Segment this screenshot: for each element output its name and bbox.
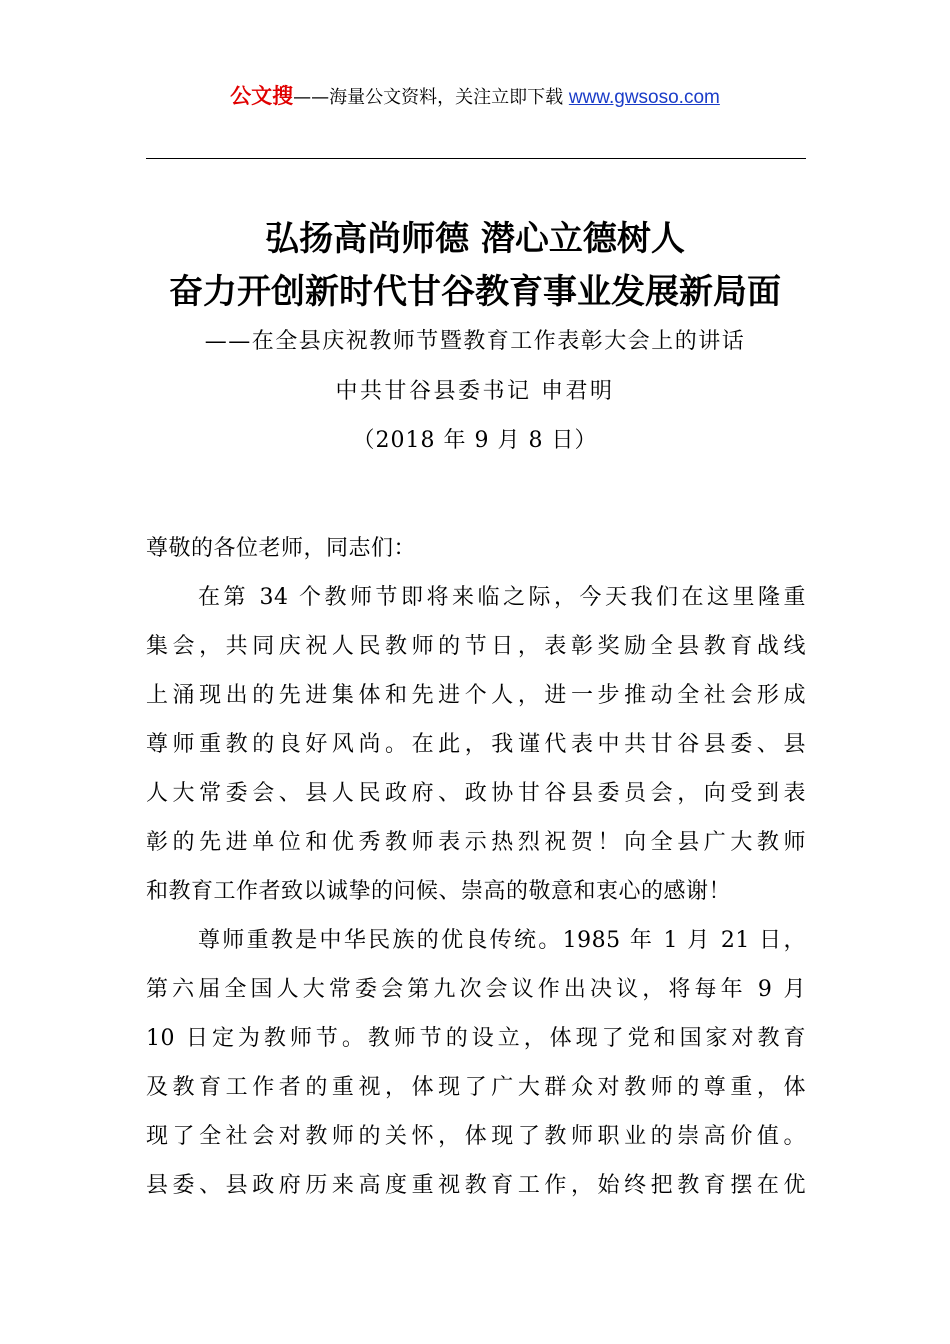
body-line: 集会，共同庆祝人民教师的节日，表彰奖励全县教育战线 [146, 634, 806, 659]
speech-date: （2018 年 9 月 8 日） [352, 428, 598, 453]
salutation: 尊敬的各位老师，同志们： [146, 536, 417, 561]
body-line: 第六届全国人大常委会第九次会议作出决议，将每年 9 月 [146, 977, 806, 1002]
body-line: 及教育工作者的重视，体现了广大群众对教师的尊重，体 [146, 1075, 806, 1100]
body-line: 尊师重教是中华民族的优良传统。1985 年 1 月 21 日， [198, 928, 806, 953]
header-divider [146, 158, 806, 159]
website-link[interactable]: www.gwsoso.com [568, 87, 720, 108]
speech-body [146, 524, 806, 1210]
body-line: 上涌现出的先进集体和先进个人，进一步推动全社会形成 [146, 683, 806, 708]
brand-name: 公文搜 [230, 84, 294, 108]
body-line: 现了全社会对教师的关怀，体现了教师职业的崇高价值。 [146, 1124, 806, 1149]
subtitle: ——在全县庆祝教师节暨教育工作表彰大会上的讲话 [204, 329, 746, 354]
title-line-1: 弘扬高尚师德 潜心立德树人 [265, 219, 685, 259]
body-line: 尊师重教的良好风尚。在此，我谨代表中共甘谷县委、县 [146, 732, 806, 757]
body-line: 县委、县政府历来高度重视教育工作，始终把教育摆在优 [146, 1173, 806, 1198]
body-line: 和教育工作者致以诚挚的问候、崇高的敬意和衷心的感谢！ [146, 879, 732, 904]
body-line: 人大常委会、县人民政府、政协甘谷县委员会，向受到表 [146, 781, 806, 806]
header-tagline: ——海量公文资料，关注立即下载 [293, 87, 564, 108]
body-line: 10 日定为教师节。教师节的设立，体现了党和国家对教育 [146, 1026, 806, 1051]
title-line-2: 奋力开创新时代甘谷教育事业发展新局面 [169, 272, 781, 312]
document-header [0, 82, 950, 112]
body-line: 彰的先进单位和优秀教师表示热烈祝贺！向全县广大教师 [146, 830, 806, 855]
body-line: 在第 34 个教师节即将来临之际，今天我们在这里隆重 [198, 585, 806, 610]
author-line: 中共甘谷县委书记 申君明 [335, 379, 615, 404]
